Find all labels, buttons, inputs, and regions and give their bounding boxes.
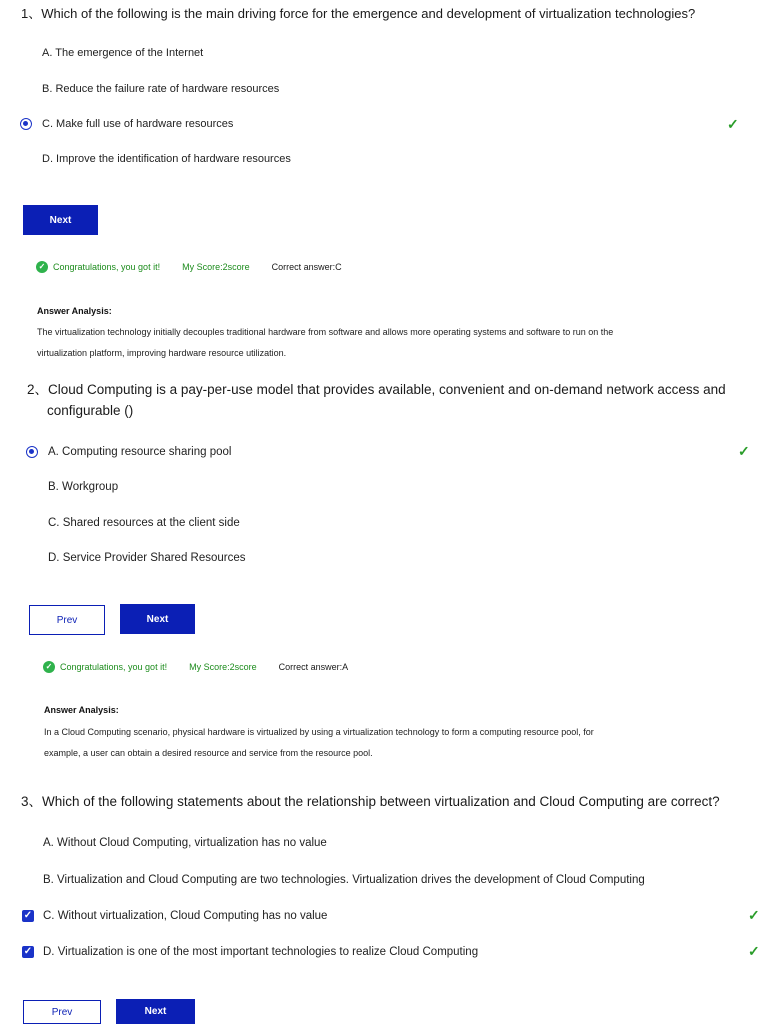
q2-option-b[interactable]: [48, 477, 118, 497]
q3-next-button[interactable]: Next: [116, 999, 195, 1024]
q2-option-a[interactable]: [48, 442, 231, 462]
q2-congrats-text: Congratulations, you got it!: [60, 662, 168, 672]
q2-analysis-line-1: In a Cloud Computing scenario, physical hardware is virtualized by using a virtualization technology to form a computing resource pool, for: [44, 727, 594, 737]
q1-option-c-label: C. Make full use of hardware resources: [42, 118, 234, 130]
q2-option-d-label: D. Service Provider Shared Resources: [48, 552, 246, 564]
q1-option-a-label: A. The emergence of the Internet: [42, 47, 204, 59]
question-2-title-line-2: configurable (): [47, 403, 134, 418]
q1-correct-check-icon: ✓: [727, 116, 739, 132]
question-1-title: 1、Which of the following is the main driving force for the emergence and development of virtualization technologies?: [21, 6, 696, 21]
success-check-icon: ✓: [36, 261, 48, 273]
q3-option-b[interactable]: [43, 870, 645, 890]
q2-prev-button[interactable]: Prev: [29, 605, 105, 635]
q3-option-d-correct-check-icon: ✓: [748, 943, 760, 959]
q2-option-b-label: B. Workgroup: [48, 481, 119, 493]
q1-option-b[interactable]: [42, 79, 279, 99]
q2-next-button[interactable]: Next: [120, 604, 195, 634]
q3-prev-button[interactable]: Prev: [23, 1000, 101, 1024]
q1-option-b-label: B. Reduce the failure rate of hardware resources: [42, 83, 280, 95]
q3-option-d-label: D. Virtualization is one of the most important technologies to realize Cloud Computing: [43, 946, 479, 958]
q3-option-a-label: A. Without Cloud Computing, virtualization has no value: [43, 837, 327, 849]
q2-correct-answer: Correct answer:A: [278, 662, 349, 672]
q2-result-row: [43, 659, 348, 675]
q1-congrats-text: Congratulations, you got it!: [53, 262, 161, 272]
q2-option-a-radio-selected[interactable]: [26, 446, 38, 458]
question-3-title: 3、Which of the following statements about the relationship between virtualization and Cloud Computing are correct?: [21, 794, 720, 809]
q3-option-b-label: B. Virtualization and Cloud Computing are two technologies. Virtualization drives the development of Cloud Computing: [43, 874, 645, 886]
q2-option-c-label: C. Shared resources at the client side: [48, 517, 240, 529]
q1-result-row: [36, 259, 342, 275]
q3-option-c-checkbox-checked[interactable]: ✓: [23, 910, 33, 921]
question-2-title-line-1: 2、Cloud Computing is a pay-per-use model that provides available, convenient and on-demand network access and: [27, 382, 726, 397]
q1-analysis-line-2: virtualization platform, improving hardware resource utilization.: [37, 348, 287, 358]
q1-next-button[interactable]: Next: [23, 205, 98, 235]
q2-analysis-line-2: example, a user can obtain a desired resource and service from the resource pool.: [44, 748, 373, 758]
q2-option-a-label: A. Computing resource sharing pool: [48, 446, 232, 458]
success-check-icon: ✓: [43, 661, 55, 673]
q1-option-d-label: D. Improve the identification of hardware resources: [42, 153, 291, 165]
q1-option-c[interactable]: [42, 114, 233, 134]
q1-score-text: My Score:2score: [182, 262, 250, 272]
q2-score-text: My Score:2score: [189, 662, 257, 672]
q1-analysis-title: Answer Analysis:: [37, 306, 112, 316]
q3-option-d-checkbox-checked[interactable]: ✓: [23, 946, 33, 957]
q2-option-d[interactable]: [48, 548, 246, 568]
q3-option-d[interactable]: [43, 942, 478, 962]
q3-option-c-label: C. Without virtualization, Cloud Computing has no value: [43, 910, 328, 922]
q1-analysis-line-1: The virtualization technology initially decouples traditional hardware from software and allows more operating systems and software to run on the: [37, 327, 614, 337]
q2-correct-check-icon: ✓: [738, 443, 750, 459]
q1-correct-answer: Correct answer:C: [271, 262, 342, 272]
q3-option-a[interactable]: [43, 833, 327, 853]
q1-option-c-radio-selected[interactable]: [20, 118, 32, 130]
q2-analysis-title: Answer Analysis:: [44, 705, 119, 715]
q1-option-a[interactable]: [42, 43, 203, 63]
q3-option-c-correct-check-icon: ✓: [748, 907, 760, 923]
q2-option-c[interactable]: [48, 513, 240, 533]
q1-option-d[interactable]: [42, 149, 291, 169]
q3-option-c[interactable]: [43, 906, 327, 926]
